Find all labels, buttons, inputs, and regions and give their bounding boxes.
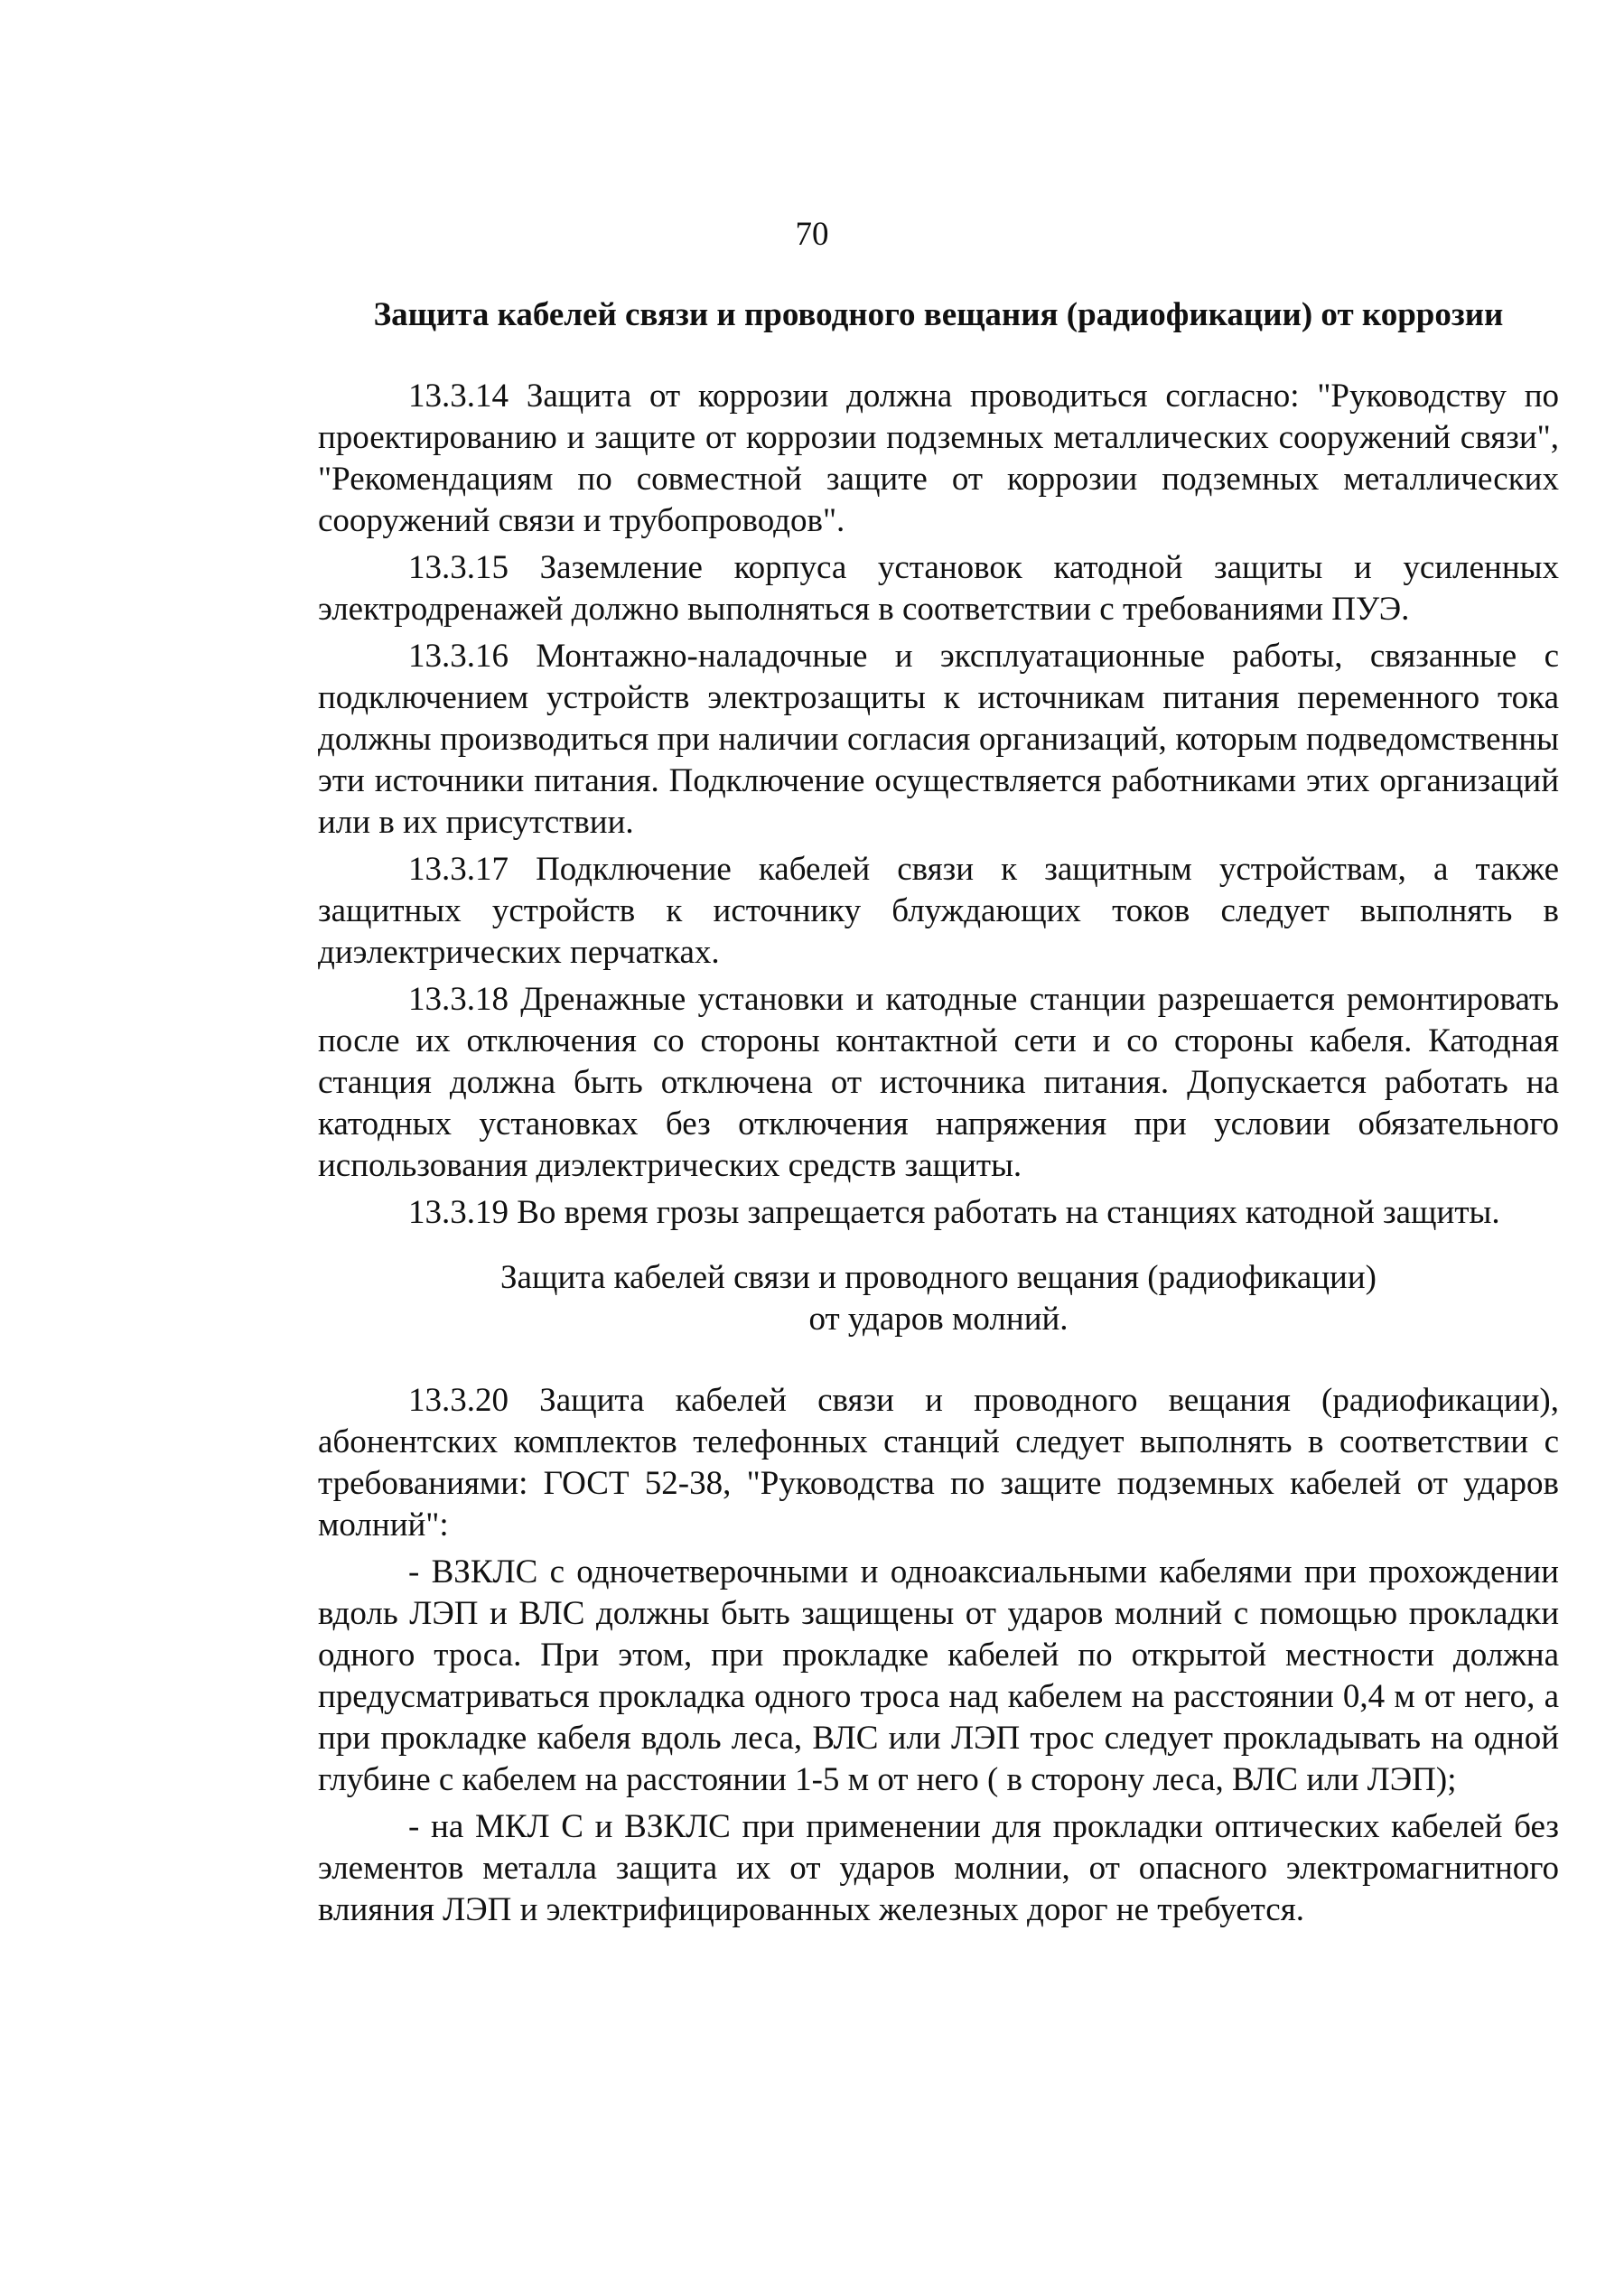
paragraph-13-3-15: 13.3.15 Заземление корпуса установок катодной защиты и усиленных электродренажей должно выполняться в соответствии с требованиями ПУЭ. (318, 549, 1559, 628)
page-number: 70 (795, 216, 829, 253)
document-body (318, 294, 1559, 1931)
list-item-vzkls: - ВЗКЛС с одночетверочными и одноаксиальными кабелями при прохождении вдоль ЛЭП и ВЛС должны быть защищены от ударов молний с помощью прокладки одного троса. При этом, при прокладке кабелей по открытой местности должна предусматриваться прокладка одного троса над кабелем на расстоянии 0,4 м от него, а при прокладке кабеля вдоль леса, ВЛС или ЛЭП трос следует прокладывать на одной глубине с кабелем на расстоянии 1-5 м от него ( в сторону леса, ВЛС или ЛЭП); (318, 1553, 1559, 1798)
list-item-mkls: - на МКЛ С и ВЗКЛС при применении для прокладки оптических кабелей без элементов металла защита их от ударов молнии, от опасного электромагнитного влияния ЛЭП и электрифицированных железных дорог не требуется. (318, 1808, 1559, 1928)
paragraph-13-3-17: 13.3.17 Подключение кабелей связи к защитным устройствам, а также защитных устройств к источнику блуждающих токов следует выполнять в диэлектрических перчатках. (318, 851, 1559, 971)
paragraph-13-3-19: 13.3.19 Во время грозы запрещается работать на станциях катодной защиты. (408, 1194, 1500, 1231)
section-heading-lightning-line1: Защита кабелей связи и проводного вещания (радиофикации) (500, 1259, 1377, 1296)
section-heading-lightning (318, 1257, 1559, 1340)
paragraph-13-3-18: 13.3.18 Дренажные установки и катодные станции разрешается ремонтировать после их отключения со стороны контактной сети и со стороны кабеля. Катодная станция должна быть отключена от источника питания. Допускается работать на катодных установках без отключения напряжения при условии обязательного использования диэлектрических средств защиты. (318, 981, 1559, 1184)
paragraph-13-3-16: 13.3.16 Монтажно-наладочные и эксплуатационные работы, связанные с подключением устройств электрозащиты к источникам питания переменного тока должны производиться при наличии согласия организаций, которым подведомственны эти источники питания. Подключение осуществляется работниками этих организаций или в их присутствии. (318, 638, 1559, 841)
paragraph-13-3-20: 13.3.20 Защита кабелей связи и проводного вещания (радиофикации), абонентских комплектов телефонных станций следует выполнять в соответствии с требованиями: ГОСТ 52-38, "Руководства по защите подземных кабелей от ударов молний": (318, 1382, 1559, 1544)
section-heading-corrosion: Защита кабелей связи и проводного вещания (радиофикации) от коррозии (373, 296, 1504, 333)
section-heading-lightning-line2: от ударов молний. (808, 1301, 1069, 1338)
paragraph-13-3-14: 13.3.14 Защита от коррозии должна проводиться согласно: "Руководству по проектированию и защите от коррозии подземных металлических сооружений связи", "Рекомендациям по совместной защите от коррозии подземных металлических сооружений связи и трубопроводов". (318, 378, 1559, 539)
